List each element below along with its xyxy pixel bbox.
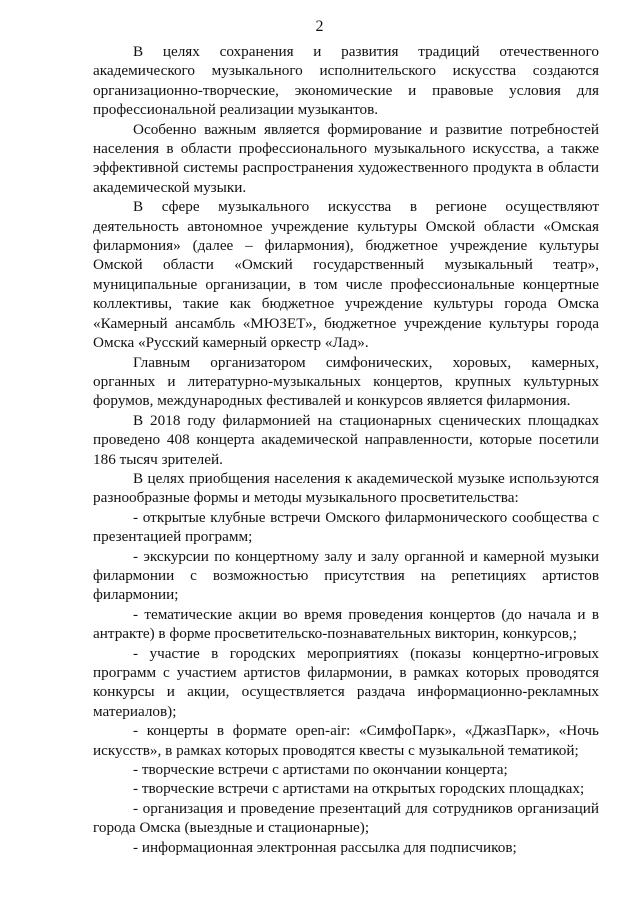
list-item: - информационная электронная рассылка для подписчиков; bbox=[133, 838, 517, 856]
list-item: - открытые клубные встречи Омского филармонического сообщества с презентацией программ; bbox=[93, 508, 599, 546]
list-item: - участие в городских мероприятиях (показы концертно-игровых программ с участием артистов филармонии, в рамках которых проводятся конкурсы и акции, осуществляется раздача информационно-рекламных материалов); bbox=[93, 644, 599, 720]
page-number: 2 bbox=[315, 18, 324, 35]
list-item: - организация и проведение презентаций для сотрудников организаций города Омска (выездные и стационарные); bbox=[93, 799, 599, 837]
list-item: - экскурсии по концертному залу и залу органной и камерной музыки филармонии с возможностью присутствия на репетициях артистов филармонии; bbox=[93, 547, 599, 604]
paragraph-forms-intro: В целях приобщения населения к академической музыке используются разнообразные формы и методы музыкального просветительства: bbox=[93, 469, 599, 507]
list-item: - творческие встречи с артистами по окончании концерта; bbox=[133, 761, 508, 779]
paragraph-main-organizer: Главным организатором симфонических, хоровых, камерных, органных и литературно-музыкальных концертов, крупных культурных форумов, международных фестивалей и конкурсов является филармония. bbox=[93, 353, 599, 410]
paragraph-2018-stats: В 2018 году филармонией на стационарных сценических площадках проведено 408 концерта академической направленности, которые посетили 186 тысяч зрителей. bbox=[93, 411, 599, 468]
list-item: - концерты в формате open-air: «СимфоПарк», «ДжазПарк», «Ночь искусств», в рамках которых проводятся квесты с музыкальной тематикой; bbox=[93, 722, 599, 759]
paragraph-needs: Особенно важным является формирование и развитие потребностей населения в области профессионального музыкального искусства, а также эффективной системы распространения художественного продукта в области академической музыки. bbox=[93, 120, 599, 196]
paragraph-institutions: В сфере музыкального искусства в регионе осуществляют деятельность автономное учреждение культуры Омской области «Омская филармония» (далее – филармония), бюджетное учреждение культуры Омской области «Омский государственный музыкальный театр», муниципальные организации, в том числе профессиональные концертные коллективы, такие как бюджетное учреждение культуры города Омска «Камерный ансамбль «МЮЗЕТ», бюджетное учреждение культуры города Омска «Русский камерный оркестр «Лад». bbox=[93, 198, 599, 352]
document-body bbox=[93, 42, 599, 857]
list-item: - творческие встречи с артистами на открытых городских площадках; bbox=[133, 780, 585, 798]
paragraph-traditions: В целях сохранения и развития традиций отечественного академического музыкального исполнительского искусства создаются организационно-творческие, экономические и правовые условия для профессиональной реализации музыкантов. bbox=[93, 43, 599, 119]
list-item: - тематические акции во время проведения концертов (до начала и в антракте) в форме просветительско-познавательных викторин, конкурсов,; bbox=[93, 605, 599, 643]
